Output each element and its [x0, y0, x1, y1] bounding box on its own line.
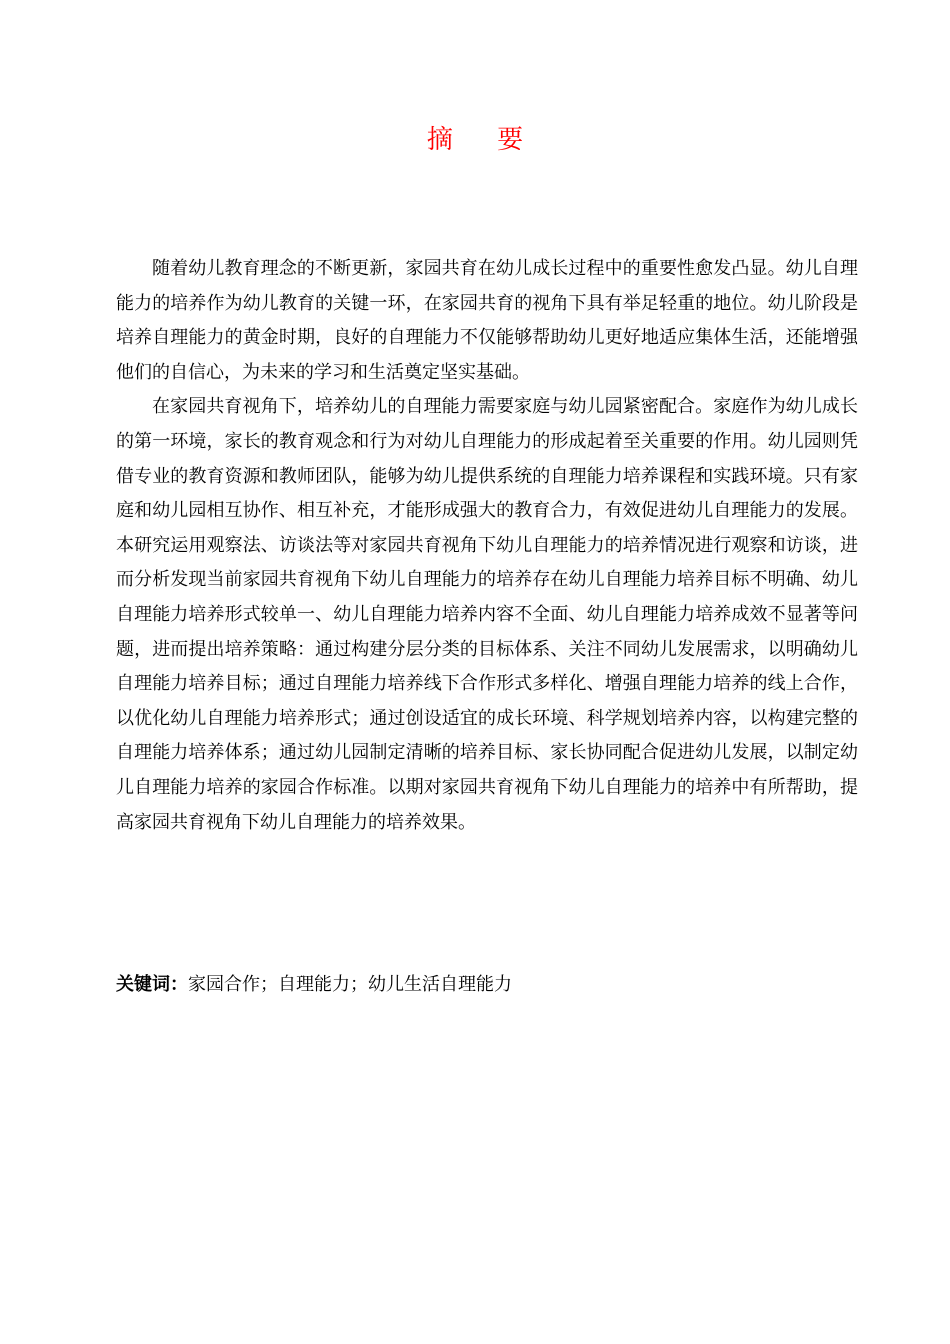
abstract-body	[116, 252, 858, 840]
keywords-line	[116, 968, 858, 1002]
abstract-paragraph-2: 在家园共育视角下，培养幼儿的自理能力需要家庭与幼儿园紧密配合。家庭作为幼儿成长的第一环境，家长的教育观念和行为对幼儿自理能力的形成起着至关重要的作用。幼儿园则凭借专业的教育资源和教师团队，能够为幼儿提供系统的自理能力培养课程和实践环境。只有家庭和幼儿园相互协作、相互补充，才能形成强大的教育合力，有效促进幼儿自理能力的发展。本研究运用观察法、访谈法等对家园共育视角下幼儿自理能力的培养情况进行观察和访谈，进而分析发现当前家园共育视角下幼儿自理能力的培养存在幼儿自理能力培养目标不明确、幼儿自理能力培养形式较单一、幼儿自理能力培养内容不全面、幼儿自理能力培养成效不显著等问题，进而提出培养策略：通过构建分层分类的目标体系、关注不同幼儿发展需求，以明确幼儿自理能力培养目标；通过自理能力培养线下合作形式多样化、增强自理能力培养的线上合作，以优化幼儿自理能力培养形式；通过创设适宜的成长环境、科学规划培养内容，以构建完整的自理能力培养体系；通过幼儿园制定清晰的培养目标、家长协同配合促进幼儿发展，以制定幼儿自理能力培养的家园合作标准。以期对家园共育视角下幼儿自理能力的培养中有所帮助，提高家园共育视角下幼儿自理能力的培养效果。	[116, 396, 858, 833]
page-title: 摘 要	[426, 125, 542, 155]
keywords-label: 关键词：	[116, 974, 188, 995]
abstract-paragraph-1: 随着幼儿教育理念的不断更新，家园共育在幼儿成长过程中的重要性愈发凸显。幼儿自理能力的培养作为幼儿教育的关键一环，在家园共育的视角下具有举足轻重的地位。幼儿阶段是培养自理能力的黄金时期，良好的自理能力不仅能够帮助幼儿更好地适应集体生活，还能增强他们的自信心，为未来的学习和生活奠定坚实基础。	[116, 258, 858, 383]
keywords-text: 家园合作；自理能力；幼儿生活自理能力	[188, 974, 512, 995]
